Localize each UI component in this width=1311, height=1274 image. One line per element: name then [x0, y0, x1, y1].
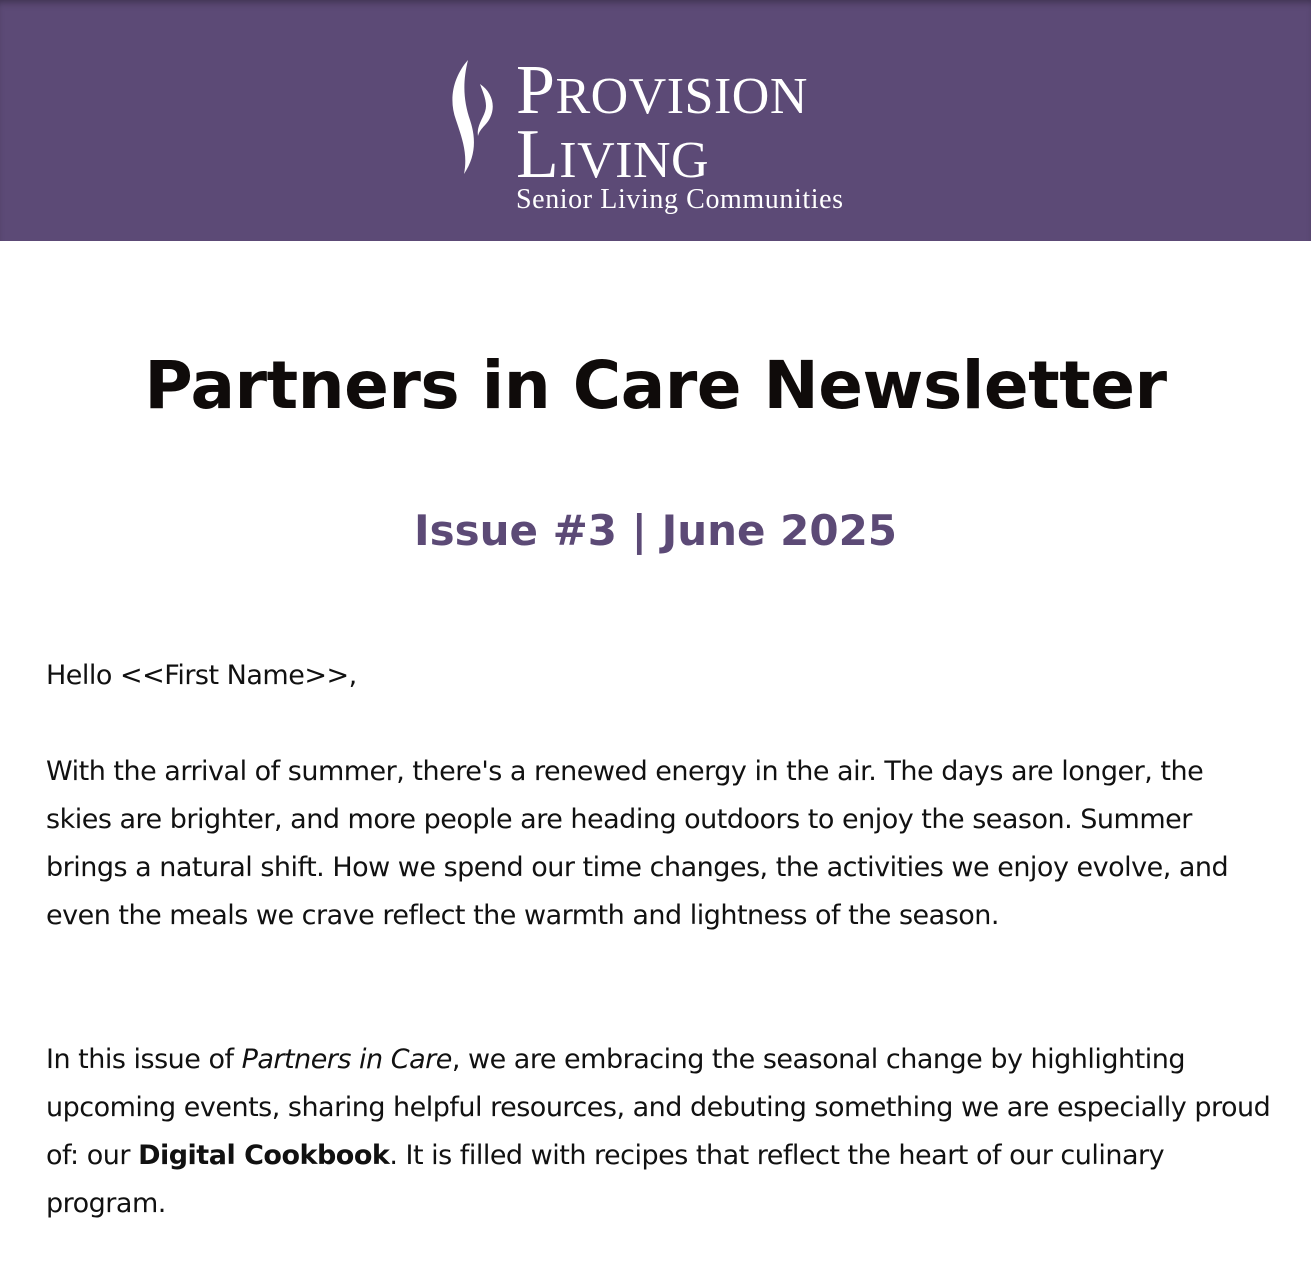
flame-icon	[446, 58, 498, 178]
newsletter-header	[0, 0, 1311, 241]
paragraph-text: , we are embracing the seasonal change by highlighting upcoming events, sharing helpful resources, and debuting something we are especially proud of: our	[46, 1044, 1271, 1171]
brand-name-line2: LIVING	[516, 116, 710, 193]
intro-paragraph: With the arrival of summer, there's a renewed energy in the air. The days are longer, the skies are brighter, and more people are heading outdoors to enjoy the season. Summer brings a natural shift. How we spend our time changes, the activities we enjoy evolve, and even the meals we crave reflect the warmth and lightness of the season.	[46, 756, 1229, 931]
provision-living-logo[interactable]	[446, 54, 866, 224]
issue-overview-paragraph	[46, 1036, 1276, 1228]
issue-label: Issue #3 | June 2025	[413, 506, 898, 555]
greeting: Hello <<First Name>>,	[46, 660, 357, 691]
newsletter-name-italic: Partners in Care	[241, 1044, 452, 1075]
paragraph-text: . It is filled with recipes that reflect the heart of our culinary program.	[46, 1140, 1165, 1219]
brand-tagline: Senior Living Communities	[516, 184, 844, 215]
brand-name-line1: PROVISION	[516, 52, 808, 129]
digital-cookbook-highlight: Digital Cookbook	[138, 1140, 390, 1171]
paragraph-text: In this issue of	[46, 1044, 242, 1075]
newsletter-title: Partners in Care Newsletter	[144, 347, 1167, 424]
